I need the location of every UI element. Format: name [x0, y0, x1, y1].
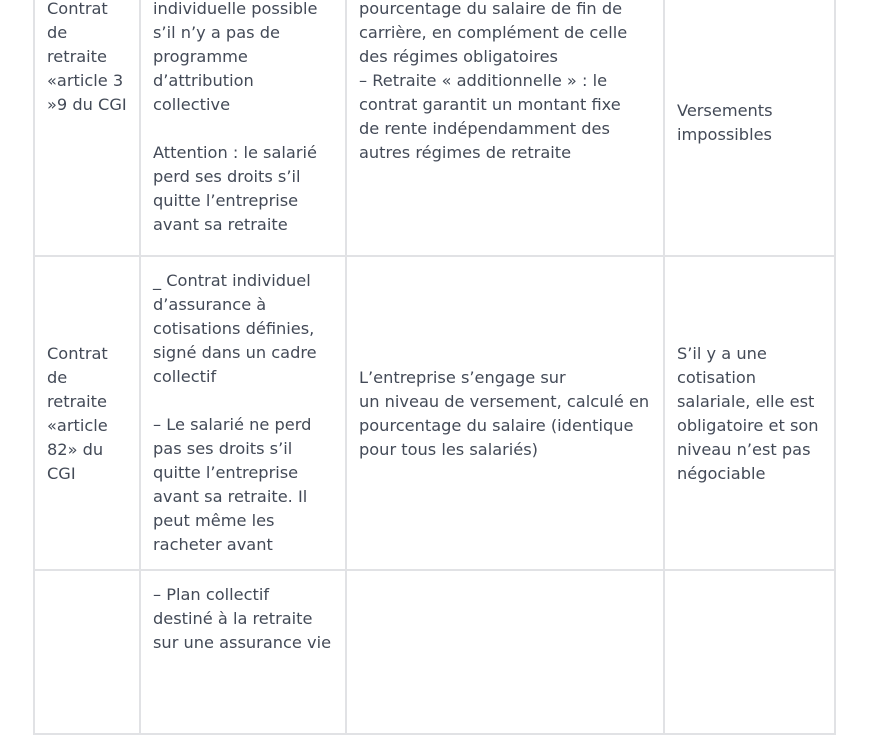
- cell-line: Versements: [677, 101, 773, 120]
- cell-line: individuelle possible: [153, 0, 318, 18]
- cell-paragraph: [153, 0, 333, 117]
- retirement-contracts-table-container: [33, 0, 834, 735]
- cell-line: racheter avant: [153, 535, 273, 554]
- cell-line: Attention : le salarié: [153, 143, 317, 162]
- cell-line: négociable: [677, 464, 766, 483]
- cell-line: impossibles: [677, 125, 772, 144]
- cell-paragraph: [153, 583, 333, 655]
- cell-line: »9 du CGI: [47, 95, 127, 114]
- table-body: [34, 0, 835, 734]
- table-row: [34, 0, 835, 256]
- cell-line: de: [47, 368, 68, 387]
- cell-line: – Le salarié ne perd: [153, 415, 312, 434]
- cell-line: de rente indépendamment des: [359, 119, 610, 138]
- cell-line: avant sa retraite: [153, 215, 288, 234]
- cell-line: _ Contrat individuel: [153, 271, 311, 290]
- cell-line: destiné à la retraite: [153, 609, 313, 628]
- description-cell: [140, 570, 346, 734]
- cell-line: collectif: [153, 367, 217, 386]
- cell-line: autres régimes de retraite: [359, 143, 572, 162]
- cell-line: obligatoire et son: [677, 416, 819, 435]
- cell-line: 82» du: [47, 440, 104, 459]
- employee-contribution-cell: [664, 0, 835, 256]
- cell-line: d’assurance à: [153, 295, 267, 314]
- description-cell: [140, 0, 346, 256]
- cell-line: CGI: [47, 464, 76, 483]
- cell-line: peut même les: [153, 511, 275, 530]
- cell-line: perd ses droits s’il: [153, 167, 301, 186]
- cell-line: – Plan collectif: [153, 585, 270, 604]
- cell-paragraph: [153, 269, 333, 389]
- cell-line: retraite: [47, 392, 107, 411]
- cell-line: quitte l’entreprise: [153, 191, 299, 210]
- cell-line: contrat garantit un montant fixe: [359, 95, 621, 114]
- contract-type-cell: [34, 0, 140, 256]
- cell-line: pourcentage du salaire (identique: [359, 416, 634, 435]
- cell-line: quitte l’entreprise: [153, 463, 299, 482]
- cell-line: cotisations définies,: [153, 319, 315, 338]
- cell-line: carrière, en complément de celle: [359, 23, 628, 42]
- retirement-contracts-table: [33, 0, 836, 735]
- cell-line: sur une assurance vie: [153, 633, 332, 652]
- commitment-cell: [346, 570, 664, 734]
- cell-line: retraite: [47, 47, 107, 66]
- cell-line: Contrat: [47, 344, 108, 363]
- cell-line: L’entreprise s’engage sur: [359, 368, 566, 387]
- table-row: [34, 570, 835, 734]
- employee-contribution-cell: [664, 570, 835, 734]
- cell-line: salariale, elle est: [677, 392, 815, 411]
- cell-line: cotisation: [677, 368, 757, 387]
- cell-line: de: [47, 23, 68, 42]
- cell-line: des régimes obligatoires: [359, 47, 558, 66]
- cell-line: un niveau de versement, calculé en: [359, 392, 650, 411]
- cell-line: collective: [153, 95, 231, 114]
- cell-line: signé dans un cadre: [153, 343, 317, 362]
- cell-line: – Retraite « additionnelle » : le: [359, 71, 608, 90]
- commitment-cell: [346, 256, 664, 570]
- cell-paragraph: [153, 413, 333, 557]
- cell-line: «article: [47, 416, 108, 435]
- contract-type-cell: [34, 256, 140, 570]
- cell-line: pour tous les salariés): [359, 440, 538, 459]
- cell-line: avant sa retraite. Il: [153, 487, 308, 506]
- employee-contribution-cell: [664, 256, 835, 570]
- cell-line: d’attribution: [153, 71, 254, 90]
- cell-line: pourcentage du salaire de fin de: [359, 0, 623, 18]
- cell-line: niveau n’est pas: [677, 440, 811, 459]
- cell-line: pas ses droits s’il: [153, 439, 293, 458]
- contract-type-cell: [34, 570, 140, 734]
- cell-line: programme: [153, 47, 248, 66]
- cell-line: «article 3: [47, 71, 124, 90]
- cell-line: s’il n’y a pas de: [153, 23, 280, 42]
- cell-line: S’il y a une: [677, 344, 767, 363]
- cell-line: Contrat: [47, 0, 108, 18]
- description-cell: [140, 256, 346, 570]
- commitment-cell: [346, 0, 664, 256]
- table-row: [34, 256, 835, 570]
- cell-paragraph: [153, 141, 333, 237]
